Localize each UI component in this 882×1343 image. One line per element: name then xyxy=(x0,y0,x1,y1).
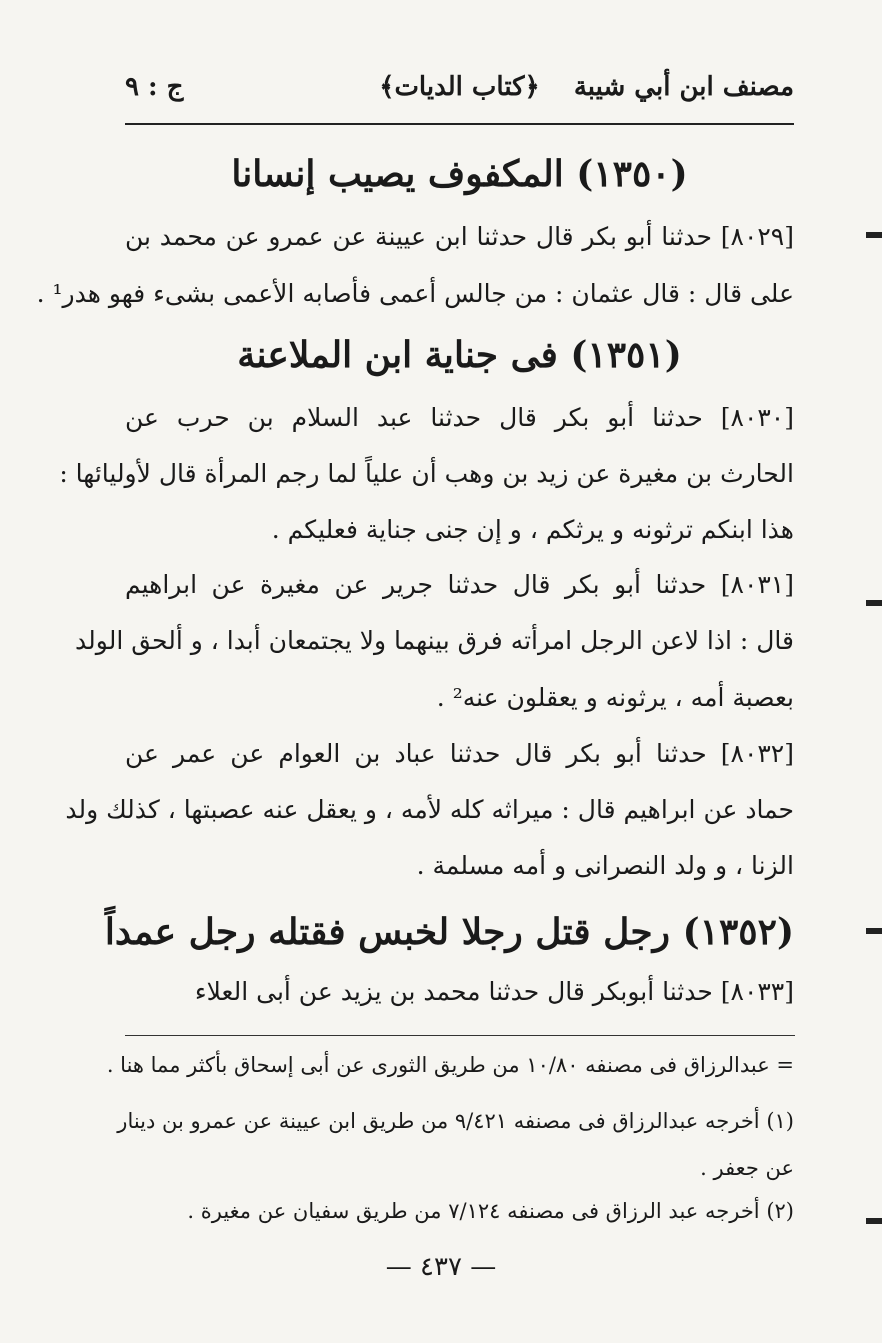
hadith-8029-line-2: على قال : قال عثمان : من جالس أعمى فأصابه الأعمى بشىء فهو هدر¹ . xyxy=(36,279,794,308)
section-heading-1351: (١٣٥١) فى جناية ابن الملاعنة xyxy=(237,334,682,376)
book-title: مصنف ابن أبي شيبة xyxy=(573,72,794,102)
volume-number: ج : ٩ xyxy=(125,72,184,102)
margin-mark xyxy=(866,928,882,934)
section-heading-1352: (١٣٥٢) رجل قتل رجلا لخبس فقتله رجل عمداً xyxy=(104,911,794,953)
margin-mark xyxy=(866,600,882,606)
footnote-continued: = عبدالرزاق فى مصنفه ١٠/٨٠ من طريق الثورى عن أبى إسحاق بأكثر مما هنا . xyxy=(106,1053,794,1077)
hadith-8029-line-1: [٨٠٢٩] حدثنا أبو بكر قال حدثنا ابن عيينة عن عمرو عن محمد بن xyxy=(125,222,794,251)
margin-mark xyxy=(866,232,882,238)
footnote-1-line-2: عن جعفر . xyxy=(700,1156,794,1180)
hadith-8031-line-2: قال : اذا لاعن الرجل امرأته فرق بينهما ولا يجتمعان أبدا ، و ألحق الولد xyxy=(75,626,794,655)
margin-mark xyxy=(866,1218,882,1224)
hadith-8030-line-1: [٨٠٣٠] حدثنا أبو بكر قال حدثنا عبد السلام بن حرب عن xyxy=(125,403,794,432)
hadith-8031-line-1: [٨٠٣١] حدثنا أبو بكر قال حدثنا جرير عن مغيرة عن ابراهيم xyxy=(125,570,794,599)
hadith-8030-line-2: الحارث بن مغيرة عن زيد بن وهب أن علياً لما رجم المرأة قال لأوليائها : xyxy=(59,459,794,488)
running-header xyxy=(125,72,794,122)
hadith-8031-line-3: بعصبة أمه ، يرثونه و يعقلون عنه² . xyxy=(436,683,794,712)
hadith-8032-line-3: الزنا ، و ولد النصرانى و أمه مسلمة . xyxy=(416,851,794,880)
footnote-2: (٢) أخرجه عبد الرزاق فى مصنفه ٧/١٢٤ من طريق سفيان عن مغيرة . xyxy=(187,1199,794,1223)
hadith-8032-line-1: [٨٠٣٢] حدثنا أبو بكر قال حدثنا عباد بن العوام عن عمر عن xyxy=(125,739,794,768)
footnote-1-line-1: (١) أخرجه عبدالرزاق فى مصنفه ٩/٤٢١ من طريق ابن عيينة عن عمرو بن دينار xyxy=(117,1109,794,1133)
page-number: — ٤٣٧ — xyxy=(385,1252,497,1282)
chapter-title: ﴿كتاب الديات﴾ xyxy=(379,72,540,102)
hadith-8033-line-1: [٨٠٣٣] حدثنا أبوبكر قال حدثنا محمد بن يزيد عن أبى العلاء xyxy=(194,977,794,1006)
hadith-8030-line-3: هذا ابنكم ترثونه و يرثكم ، و إن جنى جناية فعليكم . xyxy=(271,515,794,544)
section-heading-1350: (١٣٥٠) المكفوف يصيب إنسانا xyxy=(231,153,688,195)
hadith-8032-line-2: حماد عن ابراهيم قال : ميراثه كله لأمه ، و يعقل عنه عصبتها ، كذلك ولد xyxy=(65,795,794,824)
footnote-rule xyxy=(125,1035,795,1036)
header-rule xyxy=(125,123,794,125)
